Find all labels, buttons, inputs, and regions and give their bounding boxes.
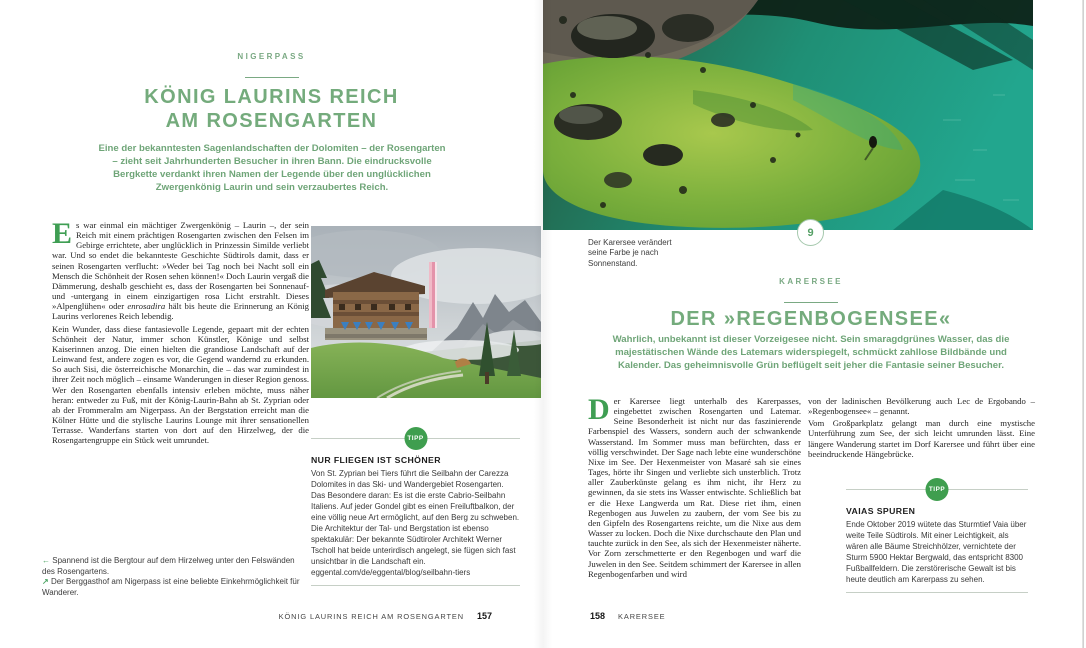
page-number-158: 158 xyxy=(590,611,606,621)
kicker-underline xyxy=(245,77,299,78)
paragraph: von der ladinischen Bevölkerung auch Lec de Ergobando – »Regenbogensee« – genannt. xyxy=(808,396,1035,417)
footer-chapter-title: KARERSEE xyxy=(618,612,666,621)
page-edge-line xyxy=(1082,0,1084,648)
berggasthof-photo-art xyxy=(311,226,541,398)
tip-badge-icon: TIPP xyxy=(926,478,949,501)
paragraph-text: er Karersee liegt unterhalb des Karerpasses, eingebettet zwischen Rosengarten und Latemar. Seine Besonderheit ist nicht nur das faszinierende Farbenspiel des Wassers, sondern auch der schwankende Wasserstand. Im Sommer muss man befürchten, dass er völlig verschwindet. Der Sage nach lebte eine wunderschöne Nixe im See. Der Hexenmeister von Masaré sah sie eines Tages, hörte ihr Singen und verliebte sich unsterblich. Trotz aller Zauberkünste gelang es ihm nicht, ihr Herz zu gewinnen, da sie stets ins Wasser entwischte. Schließlich bat er die Hexe Langwerda um Rat. Diese riet ihm, einen Regenbogen aus Juwelen zu zaubern, der vom See bis zu den Gipfeln des Rosengartens reichte, um die Nixe aus dem Wasser zu locken. Doch die Nixe durchschaute den Plan und tauchte zurück in den See, als sich der Hexenmeister näherte. Vor Zorn zerschmetterte er den Regenbogen und warf die Juwelen in den See. Seitdem schimmert der Karersee in allen Regenbogenfarben und wird xyxy=(588,396,801,579)
caption-hirzelweg xyxy=(42,556,305,577)
tip-body: Ende Oktober 2019 wütete das Sturmtief Vaia über weite Teile Südtirols. Mit einer Leichtigkeit, als wären alle Bäume Streichhölzer, vernichtete der Sturm 5900 Hektar Bergwald, das entspricht 8300 Fußballfeldern. Die zerstörerische Gewalt ist bis heute deutlich am Karerpass zu sehen. xyxy=(846,520,1027,584)
dropcap-d: D xyxy=(588,393,610,426)
photo-captions xyxy=(42,556,305,598)
article-body-left xyxy=(52,217,310,446)
title-line-2: AM ROSENGARTEN xyxy=(165,109,378,132)
tip-header xyxy=(846,478,1028,500)
tip-body: Von St. Zyprian bei Tiers führt die Seilbahn der Carezza Dolomites in das Ski- und Wandergebiet Rosengarten. Das Besondere daran: Es ist die erste Cabrio-Seilbahn Italiens. Auf jeder Gondel gibt es einen Freiluftbalkon, der eine völlig neue Art ermöglicht, auf den Berg zu schweben. Die Architektur der Tal- und Bergstation ist ebenso spektakulär: Der bekannte Südtiroler Architekt Werner Tscholl hat beide unterirdisch angelegt, sie fügen sich fast unsichtbar in die Landschaft ein. xyxy=(311,469,520,566)
arrow-left-icon: ← xyxy=(42,556,50,565)
dropcap-e: E xyxy=(52,217,73,250)
italic-term: enrosadira xyxy=(127,301,166,312)
tip-link: eggental.com/de/eggental/blog/seilbahn-tiers xyxy=(311,568,471,577)
tip-badge-icon: TIPP xyxy=(404,427,427,450)
kicker-underline xyxy=(784,302,838,303)
page-gutter-shadow xyxy=(534,0,552,648)
berggasthof-photo xyxy=(311,226,541,398)
section-kicker-nigerpass: NIGERPASS xyxy=(237,52,306,61)
page-title-right: DER »REGENBOGENSEE« xyxy=(670,308,952,330)
article-column-1 xyxy=(588,393,801,579)
karersee-photo-art xyxy=(543,0,1033,230)
map-number-badge: 9 xyxy=(797,219,824,246)
page-number-157: 157 xyxy=(476,611,492,621)
paragraph-text: hält bis heute die Erinnerung an König Laurins verlorenes Reich lebendig. xyxy=(52,301,310,322)
paragraph xyxy=(52,217,310,322)
intro-right: Wahrlich, unbekannt ist dieser Vorzeigesee nicht. Sein smaragdgrünes Wasser, das die majestätischen Wände des Latemars widerspiegelt, schmückt zahllose Bildbände und Kalender. Das geheimnisvolle Grün beflügelt seit jeher die Fantasie seiner Besucher. xyxy=(612,334,1010,371)
page-title-left xyxy=(0,86,543,133)
tip-header xyxy=(311,427,520,449)
title-line-1: KÖNIG LAURINS REICH xyxy=(144,86,399,108)
footer-chapter-title: KÖNIG LAURINS REICH AM ROSENGARTEN xyxy=(278,612,464,621)
running-footer-left xyxy=(0,611,492,621)
tip-box-vaia xyxy=(846,478,1028,593)
paragraph xyxy=(588,393,801,579)
tip-box-seilbahn xyxy=(311,427,520,586)
intro-left: Eine der bekanntesten Sagenlandschaften der Dolomiten – der Rosengarten – zieht seit Jahrhunderten Besucher in ihren Bann. Die eindrucksvolle Bergkette verdankt ihren Namen der Legende über den unglücklichen Zwergenkönig Laurin und sein verzaubertes Reich. xyxy=(98,143,446,193)
karersee-photo-caption: Der Karersee verändert seine Farbe je nach Sonnenstand. xyxy=(588,238,672,268)
paragraph-text: s war einmal ein mächtiger Zwergenkönig – Laurin –, der sein Reich mit einem prächtigen Rosengarten zwischen den Felsen im Gebirge errichtete, aber unglücklich in Prinzessin Similde verliebt war. Und so endet die bekannteste Geschichte Südtirols damit, dass er seinen Rosengarten verflucht: »Weder bei Tag noch bei Nacht soll ein Mensch die Schönheit der Rosen sehen können!« Doch Laurin vergaß die Dämmerung, deshalb geschieht es, dass der Rosengarten bei Sonnenauf- und -untergang in einem einzigartigen rosa Licht erstrahlt. Dieses »Alpenglühen« oder xyxy=(52,220,309,312)
arrow-up-right-icon: ↗ xyxy=(42,577,49,587)
paragraph: Vom Großparkplatz gelangt man durch eine mystische Unterführung zum See, der sich leicht umrunden lässt. Eine längere Wanderung startet im Dorf Karersee und führt über eine beeindruckende Hängebrücke. xyxy=(808,418,1035,459)
tip-title: NUR FLIEGEN IST SCHÖNER xyxy=(311,455,441,465)
tip-bottom-rule xyxy=(846,592,1028,593)
karersee-photo xyxy=(543,0,1033,230)
caption-text: Spannend ist die Bergtour auf dem Hirzelweg unter den Felswänden des Rosengartens. xyxy=(42,556,295,576)
caption-text: Der Berggasthof am Nigerpass ist eine beliebte Einkehrmöglichkeit für Wanderer. xyxy=(42,577,300,597)
running-footer-right xyxy=(590,611,665,621)
article-column-2 xyxy=(808,396,1035,459)
tip-bottom-rule xyxy=(311,585,520,586)
section-kicker-karersee: KARERSEE xyxy=(779,277,843,286)
tip-title: VAIAS SPUREN xyxy=(846,506,916,516)
paragraph: Kein Wunder, dass diese fantasievolle Legende, gepaart mit der echten Schönheit der Natur, immer schon Künstler, Könige und selbst Kaiserinnen anzog. Die einen hielten die grandiose Landschaft auf der Leinwand fest, andere zogen es vor, die Gegend wandernd zu erkunden. So auch Sisi, die österreichische Monarchin, die – das war zumindest in ihrer Zeit noch möglich – einsame Wanderungen in dieser Region genoss. Wer den Rosengarten ebenfalls intensiv erleben möchte, muss näher heran: entweder zu Fuß, mit der König-Laurin-Bahn ab St. Zyprian oder ab der Frommeralm am Nigerpass. An der Bergstation erreicht man die Kölner Hütte und die stylische Laurins Lounge mit ihrer sensationellen Terrasse. Wanderfans starten von dort auf den Hirzelweg, der die Rosengartengruppe ein Stück weit umrundet. xyxy=(52,323,309,446)
caption-berggasthof xyxy=(42,577,305,598)
